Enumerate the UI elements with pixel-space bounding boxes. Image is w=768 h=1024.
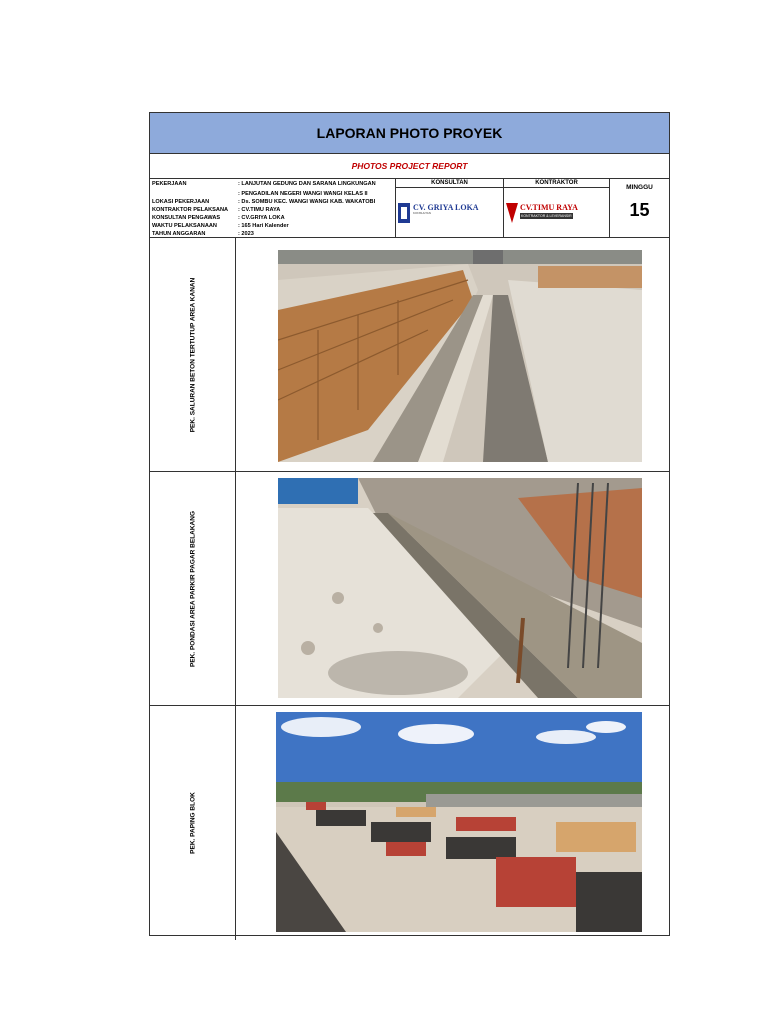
kontraktor-logo-tag: KONTRAKTOR & LEVERANSIR (521, 213, 572, 218)
timu-raya-icon (506, 203, 518, 223)
project-details (150, 179, 396, 237)
title-bar (150, 113, 669, 154)
konsultan-logo-tag: KONSULTAN (413, 210, 431, 215)
konsultan-column (396, 179, 504, 237)
minggu-label: MINGGU (626, 184, 653, 191)
konsultan-heading: KONSULTAN (396, 179, 503, 188)
photo-foundation (278, 478, 642, 698)
kontraktor-column (504, 179, 610, 237)
section-title: PEK. PAPING BLOK (189, 792, 196, 854)
subtitle-bar (150, 154, 669, 179)
photo-section (150, 238, 669, 472)
section-photo-cell (236, 706, 669, 940)
photo-section (150, 472, 669, 706)
photo-section (150, 706, 669, 940)
info-row: PEKERJAAN : LANJUTAN GEDUNG DAN SARANA LINGKUNGAN (152, 181, 376, 187)
minggu-column (610, 179, 669, 237)
section-photo-cell (236, 238, 669, 471)
section-title: PEK. PONDASI AREA PARKIR PAGAR BELAKANG (189, 510, 196, 667)
kontraktor-logo-name: CV.TIMU RAYA (520, 202, 578, 212)
section-label (150, 472, 236, 705)
info-row: KONTRAKTOR PELAKSANA : CV.TIMU RAYA (152, 207, 281, 213)
report-subtitle: PHOTOS PROJECT REPORT (351, 161, 468, 171)
info-row: KONSULTAN PENGAWAS : CV.GRIYA LOKA (152, 215, 285, 221)
kontraktor-heading: KONTRAKTOR (504, 179, 609, 188)
minggu-number: 15 (629, 200, 650, 220)
konsultan-logo-name: CV. GRIYA LOKA (413, 202, 479, 212)
photo-paving-block (276, 712, 642, 932)
section-title: PEK. SALURAN BETON TERTUTUP AREA KANAN (189, 277, 196, 432)
info-row: : PENGADILAN NEGERI WANGI WANGI KELAS II (238, 191, 368, 197)
info-row: WAKTU PELAKSANAAN : 165 Hari Kalender (152, 223, 289, 229)
photo-drainage-channel (278, 250, 642, 462)
timu-raya-logo (506, 203, 607, 223)
griya-loka-logo (398, 203, 501, 223)
section-photo-cell (236, 472, 669, 705)
project-info (150, 179, 669, 238)
photo-report (149, 112, 670, 936)
section-label (150, 238, 236, 471)
section-label (150, 706, 236, 940)
report-title: LAPORAN PHOTO PROYEK (316, 125, 503, 141)
info-row: TAHUN ANGGARAN : 2023 (152, 231, 254, 237)
griya-loka-icon (398, 203, 410, 223)
info-row: LOKASI PEKERJAAN : Ds. SOMBU KEC. WANGI WANGI KAB. WAKATOBI (152, 199, 376, 205)
